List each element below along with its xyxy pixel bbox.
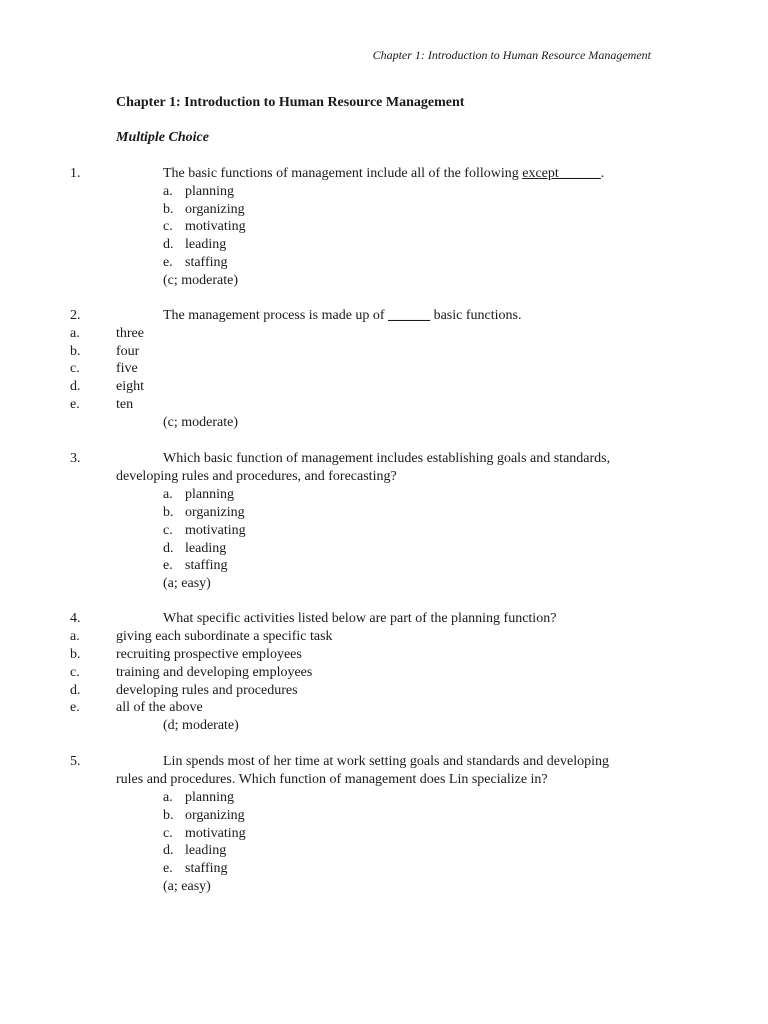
option-c: c. motivating (163, 523, 246, 538)
option-d: d. leading (163, 237, 227, 252)
option-b: b. organizing (163, 202, 245, 217)
option-d: d. eight (70, 379, 144, 394)
question-number: 2. (70, 308, 81, 323)
question-text-continued: rules and procedures. Which function of management does Lin specialize in? (116, 772, 548, 787)
option-a: a. three (70, 326, 144, 341)
option-b: b. organizing (163, 505, 245, 520)
option-d: d. leading (163, 541, 227, 556)
question-text: The management process is made up of ______ basic functions. (163, 308, 522, 323)
option-e: e. staffing (163, 255, 228, 270)
question-text: Lin spends most of her time at work setting goals and standards and developing (163, 754, 609, 769)
option-d: d. leading (163, 843, 227, 858)
question-number: 1. (70, 166, 81, 181)
question-text: What specific activities listed below are part of the planning function? (163, 611, 557, 626)
option-e: e. ten (70, 397, 134, 412)
question-number: 3. (70, 451, 81, 466)
answer-key: (d; moderate) (163, 718, 239, 733)
answer-blank: ______ (388, 308, 431, 323)
option-e: e. all of the above (70, 700, 203, 715)
question-text: Which basic function of management includes establishing goals and standards, (163, 451, 611, 466)
chapter-title: Chapter 1: Introduction to Human Resource Management (116, 95, 465, 110)
option-a: a. planning (163, 790, 234, 805)
answer-key: (c; moderate) (163, 273, 239, 288)
question-text-continued: developing rules and procedures, and forecasting? (116, 469, 397, 484)
question-number: 4. (70, 611, 81, 626)
option-c: c. motivating (163, 826, 246, 841)
running-header: Chapter 1: Introduction to Human Resource Management (372, 48, 651, 62)
answer-key: (c; moderate) (163, 415, 239, 430)
option-b: b. organizing (163, 808, 245, 823)
option-d: d. developing rules and procedures (70, 683, 298, 698)
answer-key: (a; easy) (163, 879, 211, 894)
question-text: The basic functions of management include all of the following except______. (163, 166, 605, 181)
option-c: c. motivating (163, 219, 246, 234)
option-b: b. recruiting prospective employees (70, 647, 302, 662)
section-title: Multiple Choice (116, 130, 209, 145)
option-c: c. five (70, 361, 138, 376)
option-b: b. four (70, 344, 140, 359)
option-a: a. planning (163, 487, 234, 502)
option-a: a. giving each subordinate a specific task (70, 629, 333, 644)
answer-blank: except______ (522, 166, 601, 181)
option-a: a. planning (163, 184, 234, 199)
question-number: 5. (70, 754, 81, 769)
answer-key: (a; easy) (163, 576, 211, 591)
option-e: e. staffing (163, 861, 228, 876)
option-c: c. training and developing employees (70, 665, 313, 680)
option-e: e. staffing (163, 558, 228, 573)
